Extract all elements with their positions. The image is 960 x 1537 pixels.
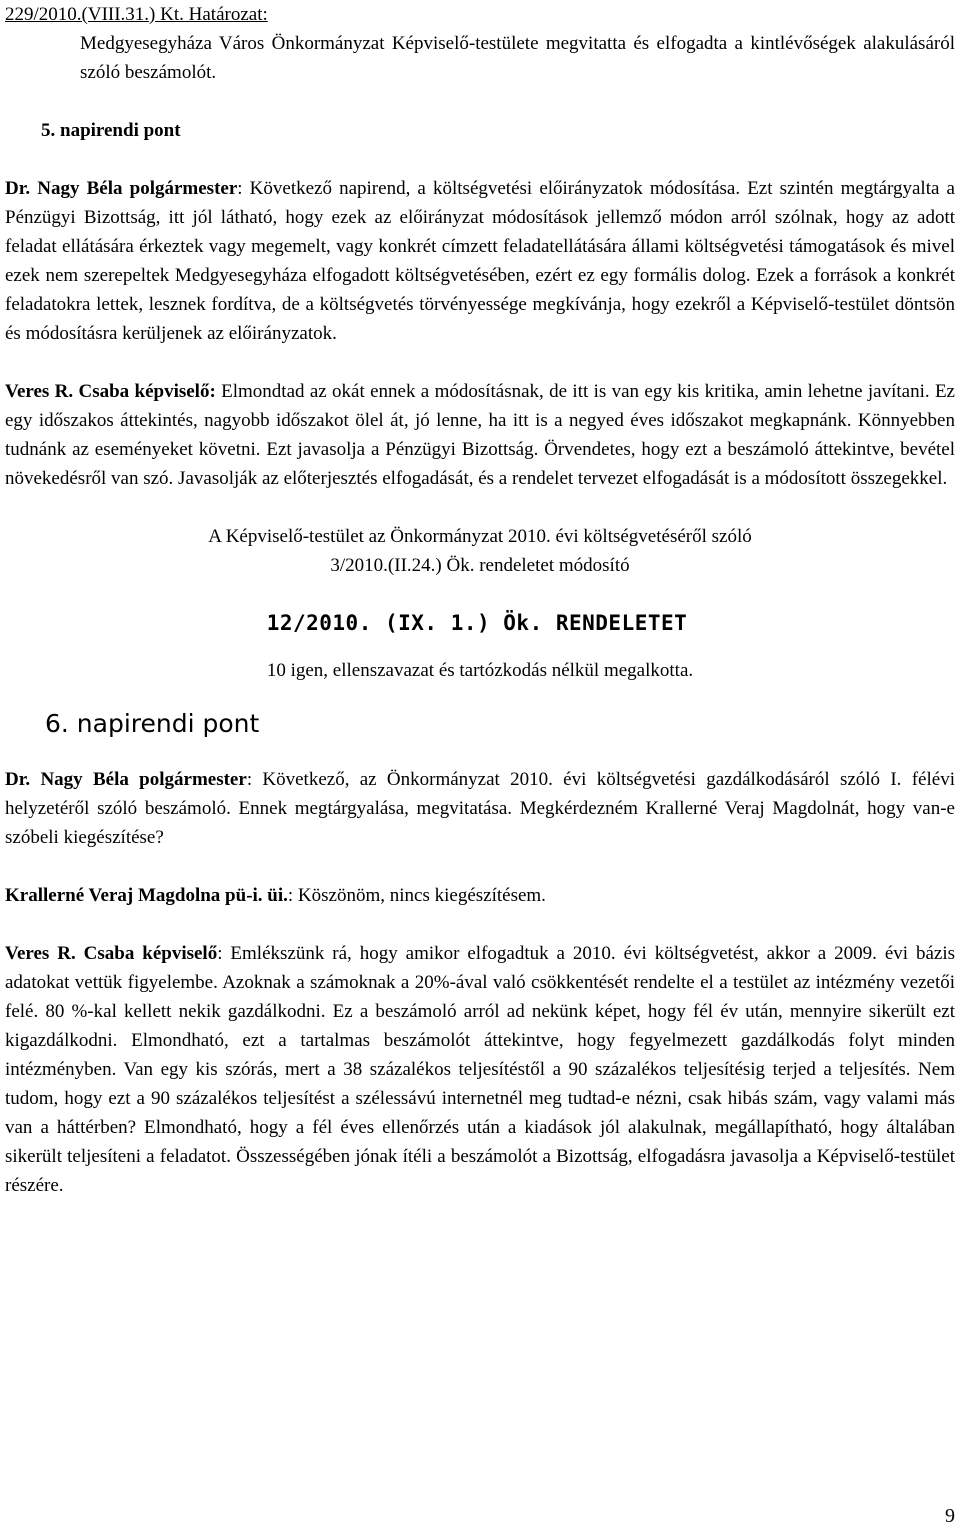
page-number: 9 bbox=[945, 1505, 955, 1527]
agenda5-number: 5. bbox=[41, 120, 56, 141]
decree-title: 12/2010. (IX. 1.) Ök. RENDELETET bbox=[266, 611, 688, 635]
agenda6-heading: 6. napirendi pont bbox=[45, 709, 260, 738]
speaker-name: Veres R. Csaba képviselő: bbox=[5, 381, 216, 402]
agenda5-paragraph1 bbox=[5, 174, 955, 348]
decision-line1: A Képviselő-testület az Önkormányzat 2010. évi költségvetéséről szóló bbox=[208, 526, 752, 547]
speaker-text: : Következő, az Önkormányzat 2010. évi költségvetési gazdálkodásáról szóló I. félévi helyzetéről szóló beszámoló. Ennek megtárgyalása, megvitatása. Megkérdezném Krallerné Veraj Magdolnát, hogy van-e szóbeli kiegészítése? bbox=[5, 769, 955, 848]
agenda5-paragraph2 bbox=[5, 377, 955, 493]
agenda5-heading bbox=[41, 116, 955, 145]
agenda6-paragraph2 bbox=[5, 881, 955, 910]
speaker-name: Veres R. Csaba képviselő bbox=[5, 943, 218, 964]
resolution-header: 229/2010.(VIII.31.) Kt. Határozat: bbox=[5, 4, 268, 25]
speaker-name: Dr. Nagy Béla polgármester bbox=[5, 178, 238, 199]
agenda5-title: napirendi pont bbox=[60, 120, 181, 141]
agenda6-paragraph1 bbox=[5, 765, 955, 852]
speaker-text: : Köszönöm, nincs kiegészítésem. bbox=[287, 885, 546, 906]
vote-result: 10 igen, ellenszavazat és tartózkodás nélkül megalkotta. bbox=[266, 660, 694, 681]
agenda6-paragraph3 bbox=[5, 939, 955, 1200]
resolution-body: Medgyesegyháza Város Önkormányzat Képviselő-testülete megvitatta és elfogadta a kintlévőségek alakulásáról szóló beszámolót. bbox=[80, 33, 955, 83]
decision-line2: 3/2010.(II.24.) Ök. rendeletet módosító bbox=[330, 555, 630, 576]
speaker-name: Krallerné Veraj Magdolna pü-i. üi. bbox=[5, 885, 288, 906]
speaker-text: : Következő napirend, a költségvetési előirányzatok módosítása. Ezt szintén megtárgyalta a Pénzügyi Bizottság, itt jól látható, hogy ezek az előirányzat módosítások jellemző módon arról szólnak, hogy az adott feladat ellátására érkeztek vagy megemelt, vagy konkrét címzett feladatellátására állami költségvetési támogatások és mivel ezek nem szerepeltek Medgyesegyháza elfogadott költségvetésében, ezért ez egy formális dolog. Ezek a források a konkrét feladatokra lettek, lesznek fordítva, de a költségvetés törvényessége megkívánja, hogy ezekről a Képviselő-testület döntsön és módosításra kerüljenek az előirányzatok. bbox=[5, 178, 955, 344]
speaker-name: Dr. Nagy Béla polgármester bbox=[5, 769, 247, 790]
speaker-text: Elmondtad az okát ennek a módosításnak, de itt is van egy kis kritika, amin lehetne javítani. Ez egy időszakos áttekintés, nagyobb időszakot ölel át, jó lenne, ha itt is a negyed éves időszakot megkapnánk. Könnyebben tudnánk az eseményeket követni. Ezt javasolja a Pénzügyi Bizottság. Örvendetes, hogy ezt a beszámoló áttekintve, bevétel növekedésről van szó. Javasolják az előterjesztés elfogadását, és a rendelet tervezet elfogadását is a módosított összegekkel. bbox=[5, 381, 955, 489]
document-page bbox=[5, 0, 955, 1200]
speaker-text: : Emlékszünk rá, hogy amikor elfogadtuk a 2010. évi költségvetést, akkor a 2009. évi bázis adatokat vettük figyelembe. Azoknak a számoknak a 20%-ával való csökkentését rendelte el a testület az intézmény vezetői felé. 80 %-kal kellett nekik gazdálkodni. Ez a beszámoló arról ad nekünk képet, hogy fél év után, mennyire sikerült ezt kigazdálkodni. Elmondható, ezt a tartalmas beszámolót áttekintve, hogy fegyelmezett gazdálkodás folyt minden intézményben. Van egy kis szórás, mert a 38 százalékos teljesítéstől a 90 százalékos teljesítésig terjed a teljesítés. Nem tudom, hogy ezt a 90 százalékos teljesítést a szélessávú internetnél meg tudtad-e nézni, csak hibás szám, vagy valami más van a háttérben? Elmondható, hogy a fél éves ellenőrzés után a kiadások jól alakulnak, megállapítható, hogy általában sikerült teljesíteni a feladatot. Összességében jónak ítéli a beszámolót a Bizottság, elfogadásra javasolja a Képviselő-testület részére. bbox=[5, 943, 956, 1196]
